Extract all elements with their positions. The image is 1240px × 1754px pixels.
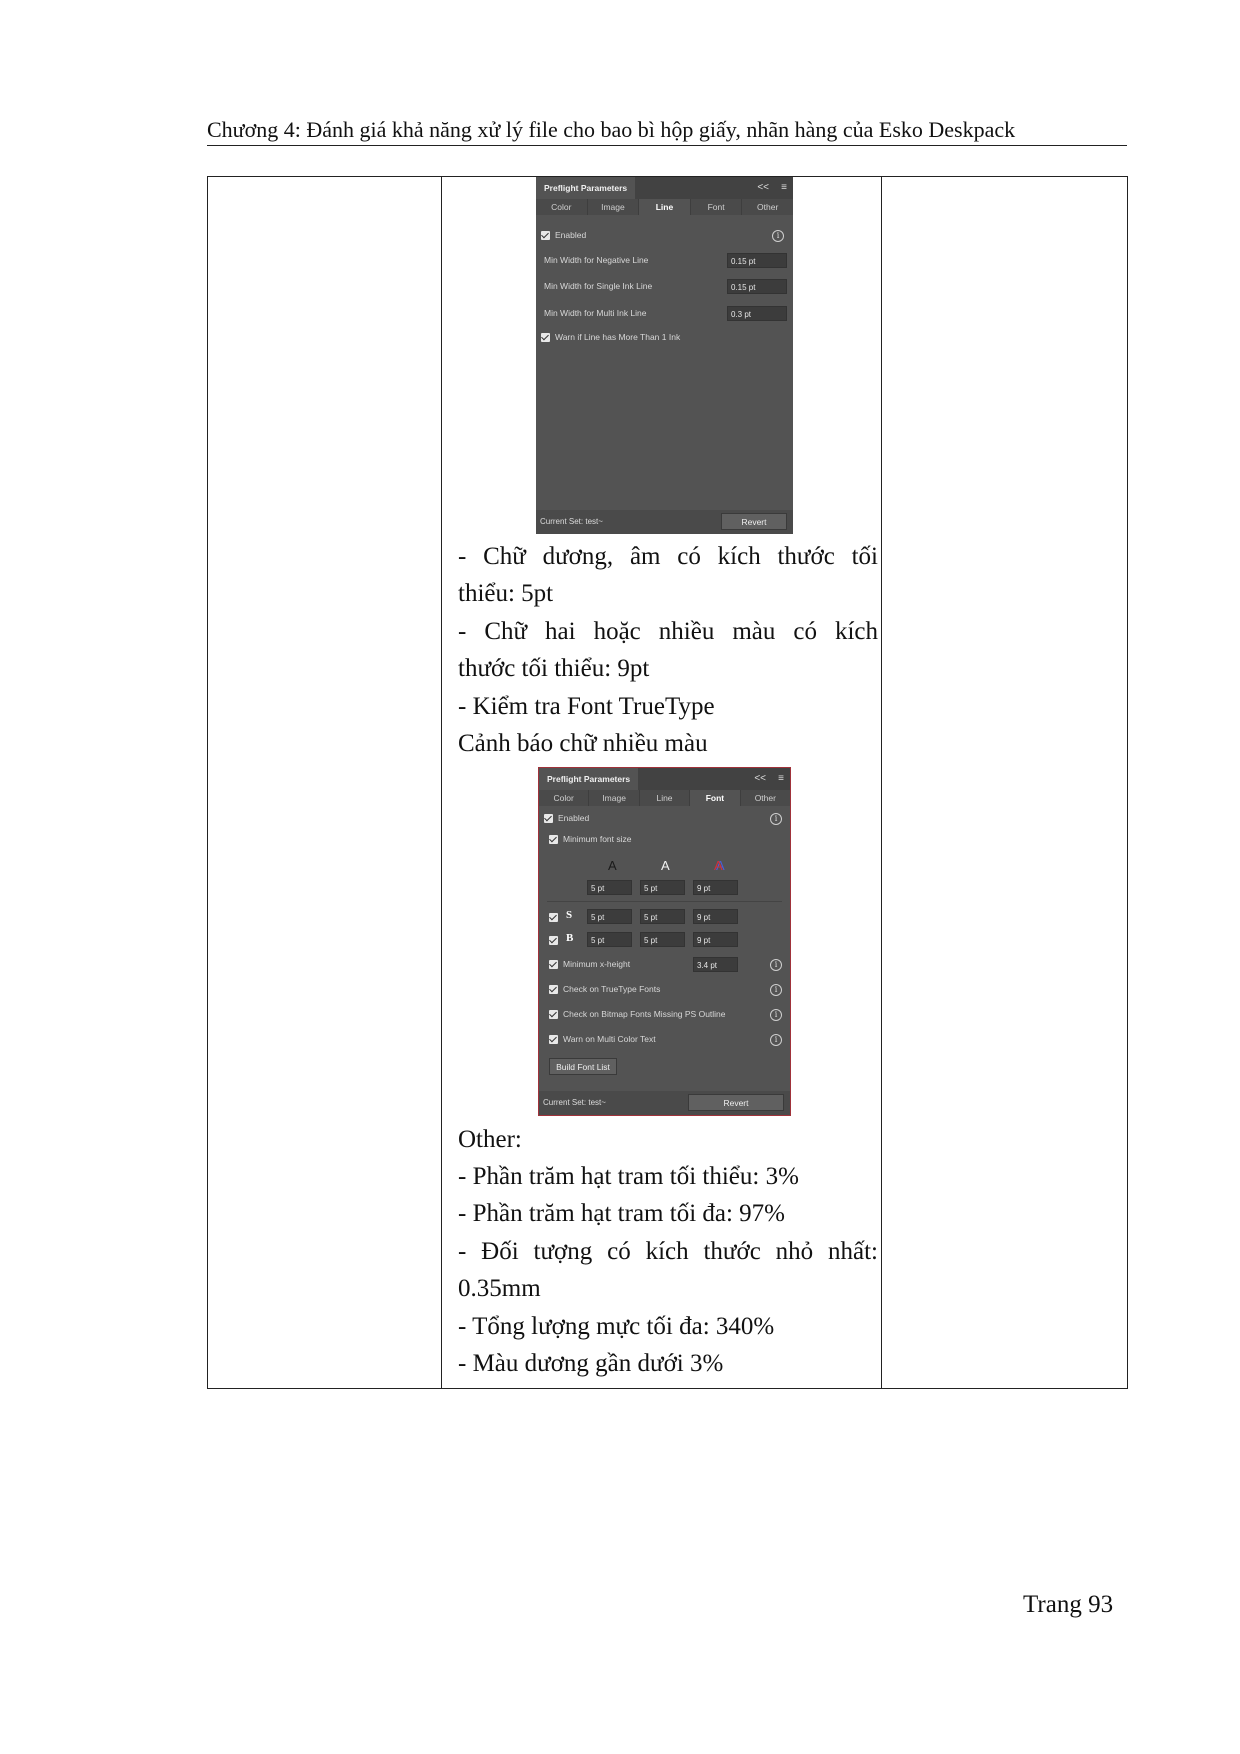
build-font-list-button[interactable]: Build Font List (549, 1058, 617, 1075)
min-font-size-row (549, 831, 632, 847)
tab-other[interactable]: Other (754, 793, 776, 803)
min-font-size-label: Minimum font size (563, 834, 632, 844)
panel-footer (539, 1091, 790, 1115)
serif-multicolor-input[interactable]: 9 pt (693, 909, 738, 924)
min-width-negative-row (544, 252, 648, 268)
enabled-label: Enabled (555, 230, 587, 240)
page-number: Trang 93 (1023, 1591, 1114, 1618)
tab-font[interactable]: Font (691, 199, 743, 215)
collapse-icon[interactable]: << (757, 182, 769, 193)
serif-positive-input[interactable]: 5 pt (587, 909, 632, 924)
text-line: - Phần trăm hạt tram tối đa: 97% (458, 1200, 786, 1227)
enabled-row (541, 227, 586, 243)
positive-glyph-icon: A (608, 858, 617, 873)
menu-icon[interactable]: ≡ (781, 182, 787, 193)
min-width-negative-input[interactable]: 0.15 pt (727, 253, 787, 268)
text-line: - Đối tượng có kích thước nhỏ nhất: (458, 1238, 878, 1265)
current-set-label: Current Set: test~ (540, 517, 603, 526)
min-xheight-input[interactable]: 3.4 pt (693, 957, 738, 972)
warn-multicolor-row (549, 1031, 656, 1047)
panel-title: Preflight Parameters (539, 768, 638, 790)
table-divider-left (441, 177, 442, 1388)
text-line: - Chữ dương, âm có kích thước tối (458, 543, 878, 570)
serif-label: S (566, 909, 573, 921)
text-line: - Tổng lượng mực tối đa: 340% (458, 1313, 775, 1340)
min-width-negative-label: Min Width for Negative Line (544, 255, 649, 265)
panel-title: Preflight Parameters (536, 177, 635, 199)
text-line: - Phần trăm hạt tram tối thiểu: 3% (458, 1163, 799, 1190)
text-line: 0.35mm (458, 1275, 541, 1302)
bold-multicolor-input[interactable]: 9 pt (693, 932, 738, 947)
tab-font[interactable]: Font (690, 790, 740, 806)
negative-glyph-icon: A (661, 858, 670, 873)
warn-multi-ink-row (541, 329, 680, 345)
bold-negative-input[interactable]: 5 pt (640, 932, 685, 947)
check-truetype-row (549, 981, 660, 997)
text-line: thước tối thiểu: 9pt (458, 655, 650, 682)
info-icon[interactable]: i (770, 813, 782, 825)
panel-tabs (536, 199, 793, 215)
warn-multi-ink-checkbox[interactable] (541, 333, 550, 342)
min-width-single-input[interactable]: 0.15 pt (727, 279, 787, 294)
enabled-checkbox[interactable] (541, 231, 550, 240)
enabled-label: Enabled (558, 813, 590, 823)
info-icon[interactable]: i (770, 959, 782, 971)
serif-checkbox[interactable] (549, 913, 558, 922)
check-bitmap-checkbox[interactable] (549, 1010, 558, 1019)
revert-button[interactable]: Revert (721, 513, 787, 530)
min-xheight-row (549, 956, 630, 972)
info-icon[interactable]: i (770, 984, 782, 996)
panel-footer (536, 510, 793, 534)
check-truetype-checkbox[interactable] (549, 985, 558, 994)
content-table (207, 176, 1128, 1389)
tab-line[interactable]: Line (639, 199, 691, 215)
tab-image[interactable]: Image (589, 790, 639, 806)
warn-multicolor-label: Warn on Multi Color Text (563, 1034, 656, 1044)
min-font-multicolor-input[interactable]: 9 pt (693, 880, 738, 895)
min-font-positive-input[interactable]: 5 pt (587, 880, 632, 895)
text-line: thiểu: 5pt (458, 580, 554, 607)
min-font-negative-input[interactable]: 5 pt (640, 880, 685, 895)
bold-positive-input[interactable]: 5 pt (587, 932, 632, 947)
text-line: - Màu dương gần dưới 3% (458, 1350, 724, 1377)
page-header: Chương 4: Đánh giá khả năng xử lý file cho bao bì hộp giấy, nhãn hàng của Esko Deskpack (207, 117, 1127, 146)
enabled-checkbox[interactable] (544, 814, 553, 823)
text-line: Cảnh báo chữ nhiều màu (458, 730, 708, 757)
info-icon[interactable]: i (770, 1034, 782, 1046)
min-width-multi-input[interactable]: 0.3 pt (727, 306, 787, 321)
warn-multicolor-checkbox[interactable] (549, 1035, 558, 1044)
check-truetype-label: Check on TrueType Fonts (563, 984, 661, 994)
min-width-single-row (544, 278, 652, 294)
min-font-size-checkbox[interactable] (549, 835, 558, 844)
revert-button[interactable]: Revert (688, 1094, 784, 1111)
panel-titlebar (536, 177, 793, 199)
panel-tabs (539, 790, 790, 806)
min-xheight-checkbox[interactable] (549, 960, 558, 969)
min-width-multi-row (544, 305, 647, 321)
section-divider (547, 901, 782, 902)
bold-label: B (566, 932, 574, 944)
text-line: Other: (458, 1126, 522, 1153)
min-xheight-label: Minimum x-height (563, 959, 631, 969)
tab-other[interactable]: Other (757, 202, 779, 212)
tab-line[interactable]: Line (640, 790, 690, 806)
menu-icon[interactable]: ≡ (778, 773, 784, 784)
warn-multi-ink-label: Warn if Line has More Than 1 Ink (555, 332, 681, 342)
text-line: - Kiểm tra Font TrueType (458, 693, 715, 720)
preflight-panel-line (536, 177, 793, 534)
table-divider-right (881, 177, 882, 1388)
current-set-label: Current Set: test~ (543, 1098, 606, 1107)
multicolor-glyph-icon: A (714, 858, 723, 873)
tab-color[interactable]: Color (536, 199, 588, 215)
check-bitmap-label: Check on Bitmap Fonts Missing PS Outline (563, 1009, 726, 1019)
preflight-panel-font (538, 767, 791, 1116)
enabled-row (544, 810, 589, 826)
min-width-multi-label: Min Width for Multi Ink Line (544, 308, 647, 318)
collapse-icon[interactable]: << (754, 773, 766, 784)
check-bitmap-row (549, 1006, 726, 1022)
min-width-single-label: Min Width for Single Ink Line (544, 281, 653, 291)
text-line: - Chữ hai hoặc nhiều màu có kích (458, 618, 878, 645)
serif-negative-input[interactable]: 5 pt (640, 909, 685, 924)
info-icon[interactable]: i (772, 230, 784, 242)
middle-cell (444, 177, 879, 1388)
tab-image[interactable]: Image (588, 199, 640, 215)
panel-titlebar (539, 768, 790, 790)
info-icon[interactable]: i (770, 1009, 782, 1021)
tab-color[interactable]: Color (539, 790, 589, 806)
bold-checkbox[interactable] (549, 936, 558, 945)
